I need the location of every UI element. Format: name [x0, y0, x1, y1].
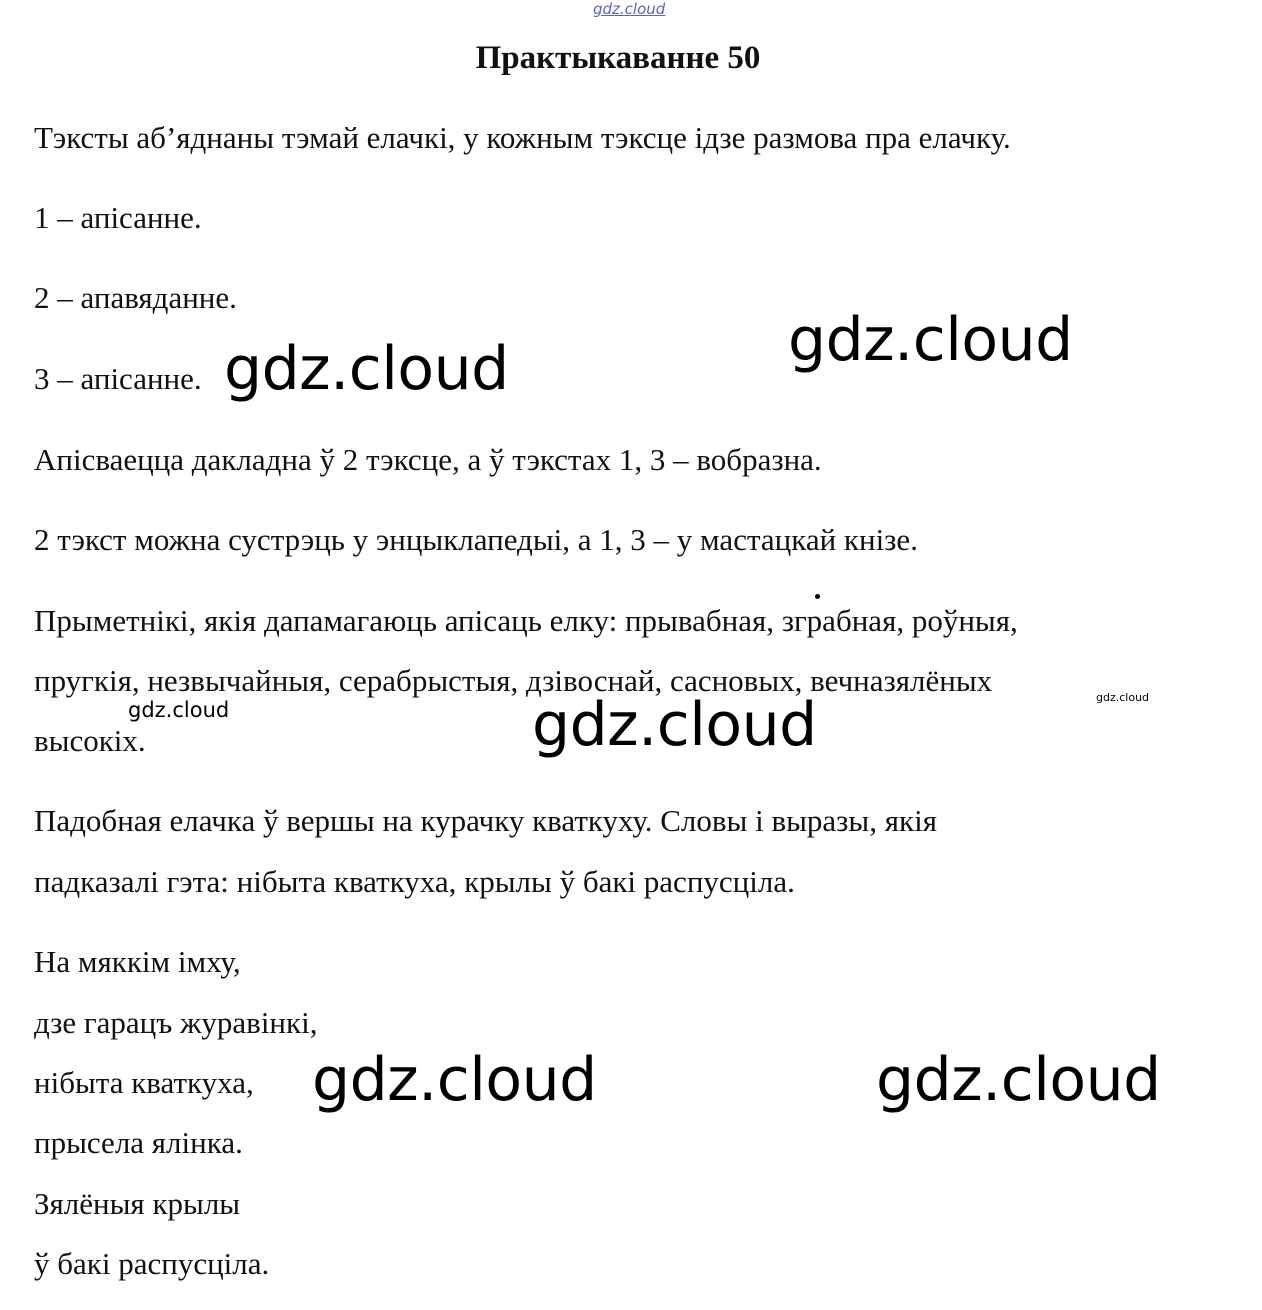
- poem-line-3: нібыта кваткуха,: [34, 1065, 254, 1100]
- poem-line-4: прысела ялінка.: [34, 1125, 243, 1160]
- page-title: Практыкаванне 50: [475, 40, 761, 76]
- watermark-3: gdz.cloud: [128, 698, 230, 722]
- poem-line-1: На мяккім імху,: [34, 944, 241, 979]
- poem-line-6: ў бакі распусціла.: [34, 1246, 270, 1281]
- paragraph-line-4: 3 – апісанне.: [34, 361, 202, 396]
- poem-line-2: дзе гарацъ журавінкі,: [34, 1005, 318, 1040]
- paragraph-line-11: падказалі гэта: нібыта кваткуха, крылы ў бакі распусціла.: [34, 864, 795, 899]
- watermark-top[interactable]: gdz.cloud: [593, 0, 666, 18]
- watermark-1: gdz.cloud: [788, 305, 1073, 375]
- paragraph-line-5: Апісваецца дакладна ў 2 тэксце, а ў тэкстах 1, 3 – вобразна.: [34, 442, 822, 477]
- watermark-7: gdz.cloud: [876, 1045, 1161, 1115]
- ink-dot: [815, 594, 820, 599]
- poem-line-5: Зялёныя крылы: [34, 1186, 241, 1221]
- watermark-5: gdz.cloud: [1096, 691, 1150, 704]
- paragraph-line-7: Прыметнікі, якія дапамагаюць апісаць елку: прывабная, зграбная, роўныя,: [34, 603, 1018, 638]
- paragraph-line-8: пругкія, незвычайныя, серабрыстыя, дзівоснай, сасновых, вечназялёных: [34, 663, 993, 698]
- paragraph-line-9: высокіх.: [34, 723, 146, 758]
- watermark-4: gdz.cloud: [532, 690, 817, 760]
- paragraph-line-3: 2 – апавяданне.: [34, 280, 237, 315]
- watermark-2: gdz.cloud: [224, 334, 509, 404]
- paragraph-line-1: Тэксты аб’яднаны тэмай елачкі, у кожным тэксце ідзе размова пра елачку.: [34, 120, 1011, 155]
- paragraph-line-6: 2 тэкст можна сустрэць у энцыклапедыі, а 1, 3 – у мастацкай кнізе.: [34, 522, 918, 557]
- watermark-6: gdz.cloud: [312, 1045, 597, 1115]
- paragraph-line-2: 1 – апісанне.: [34, 200, 202, 235]
- paragraph-line-10: Падобная елачка ў вершы на курачку кваткуху. Словы і выразы, якія: [34, 803, 937, 838]
